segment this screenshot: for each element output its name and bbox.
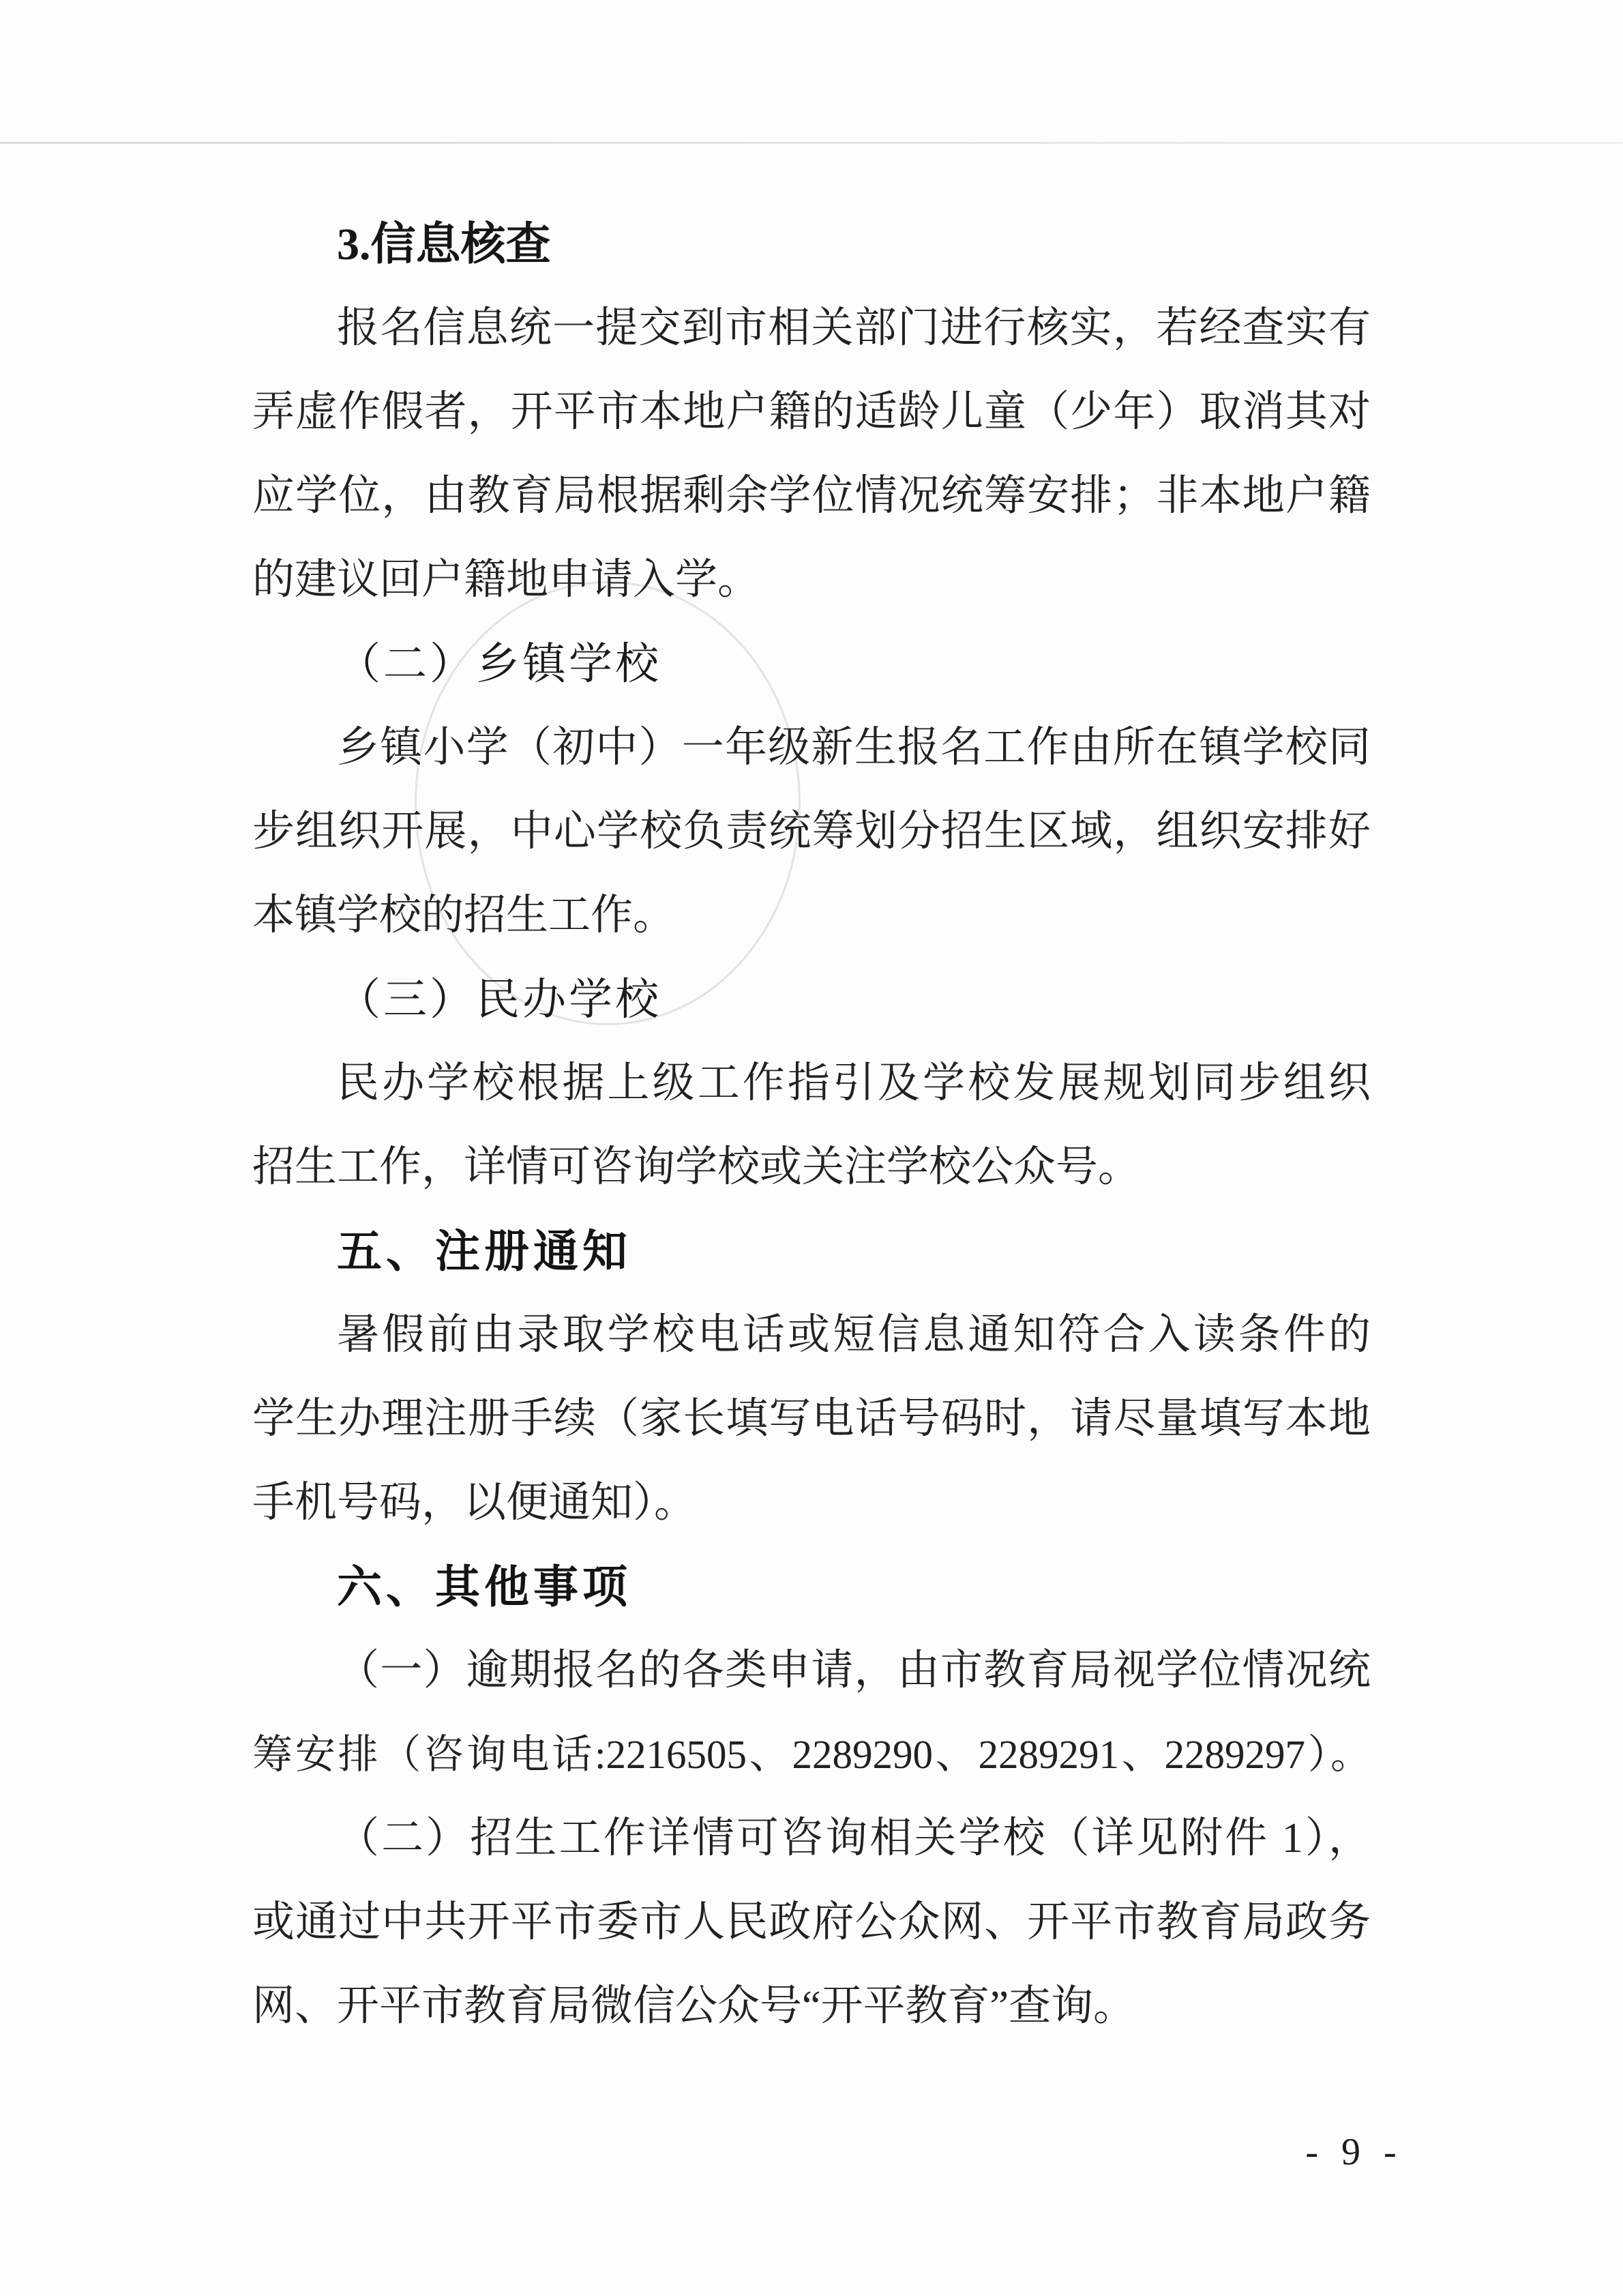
- text-line: 学生办理注册手续（家长填写电话号码时，请尽量填写本地: [252, 1396, 1371, 1442]
- document-body: [252, 203, 1371, 2048]
- text-line: 弄虚作假者，开平市本地户籍的适龄儿童（少年）取消其对: [252, 389, 1371, 435]
- text-line: 民办学校根据上级工作指引及学校发展规划同步组织: [337, 1060, 1371, 1106]
- section-heading-registration-notice: 五、注册通知: [337, 1226, 631, 1276]
- scan-artifact-line: [0, 142, 1623, 144]
- text-line: 手机号码，以便通知）。: [252, 1480, 697, 1526]
- text-line: 本镇学校的招生工作。: [252, 892, 676, 939]
- subsection-heading-township-schools: （二）乡镇学校: [337, 640, 661, 688]
- text-line: 网、开平市教育局微信公众号“开平教育”查询。: [252, 1983, 1136, 2029]
- text-line: 报名信息统一提交到市相关部门进行核实，若经查实有: [337, 305, 1371, 351]
- text-line: 或通过中共开平市委市人民政府公众网、开平市教育局政务: [252, 1899, 1371, 1945]
- text-line: 乡镇小学（初中）一年级新生报名工作由所在镇学校同: [337, 724, 1371, 771]
- text-line: 暑假前由录取学校电话或短信息通知符合入读条件的: [337, 1312, 1371, 1358]
- text-line: 应学位，由教育局根据剩余学位情况统筹安排；非本地户籍: [252, 473, 1371, 519]
- text-line: （二）招生工作详情可咨询相关学校（详见附件 1），: [337, 1815, 1371, 1861]
- section-heading-info-check: 3.信息核查: [337, 220, 551, 269]
- section-heading-other-matters: 六、其他事项: [337, 1561, 631, 1612]
- text-line: 招生工作，详情可咨询学校或关注学校公众号。: [252, 1144, 1141, 1190]
- text-line-phone-numbers: 筹安排（咨询电话:2216505、2289290、2289291、2289297）。: [252, 1732, 1371, 1777]
- text-line: 的建议回户籍地申请入学。: [252, 557, 760, 603]
- subsection-heading-private-schools: （三）民办学校: [337, 975, 661, 1024]
- text-line: （一）逾期报名的各类申请，由市教育局视学位情况统: [337, 1647, 1371, 1694]
- text-line: 步组织开展，中心学校负责统筹划分招生区域，组织安排好: [252, 808, 1371, 855]
- page-number: - 9 -: [1305, 2131, 1403, 2173]
